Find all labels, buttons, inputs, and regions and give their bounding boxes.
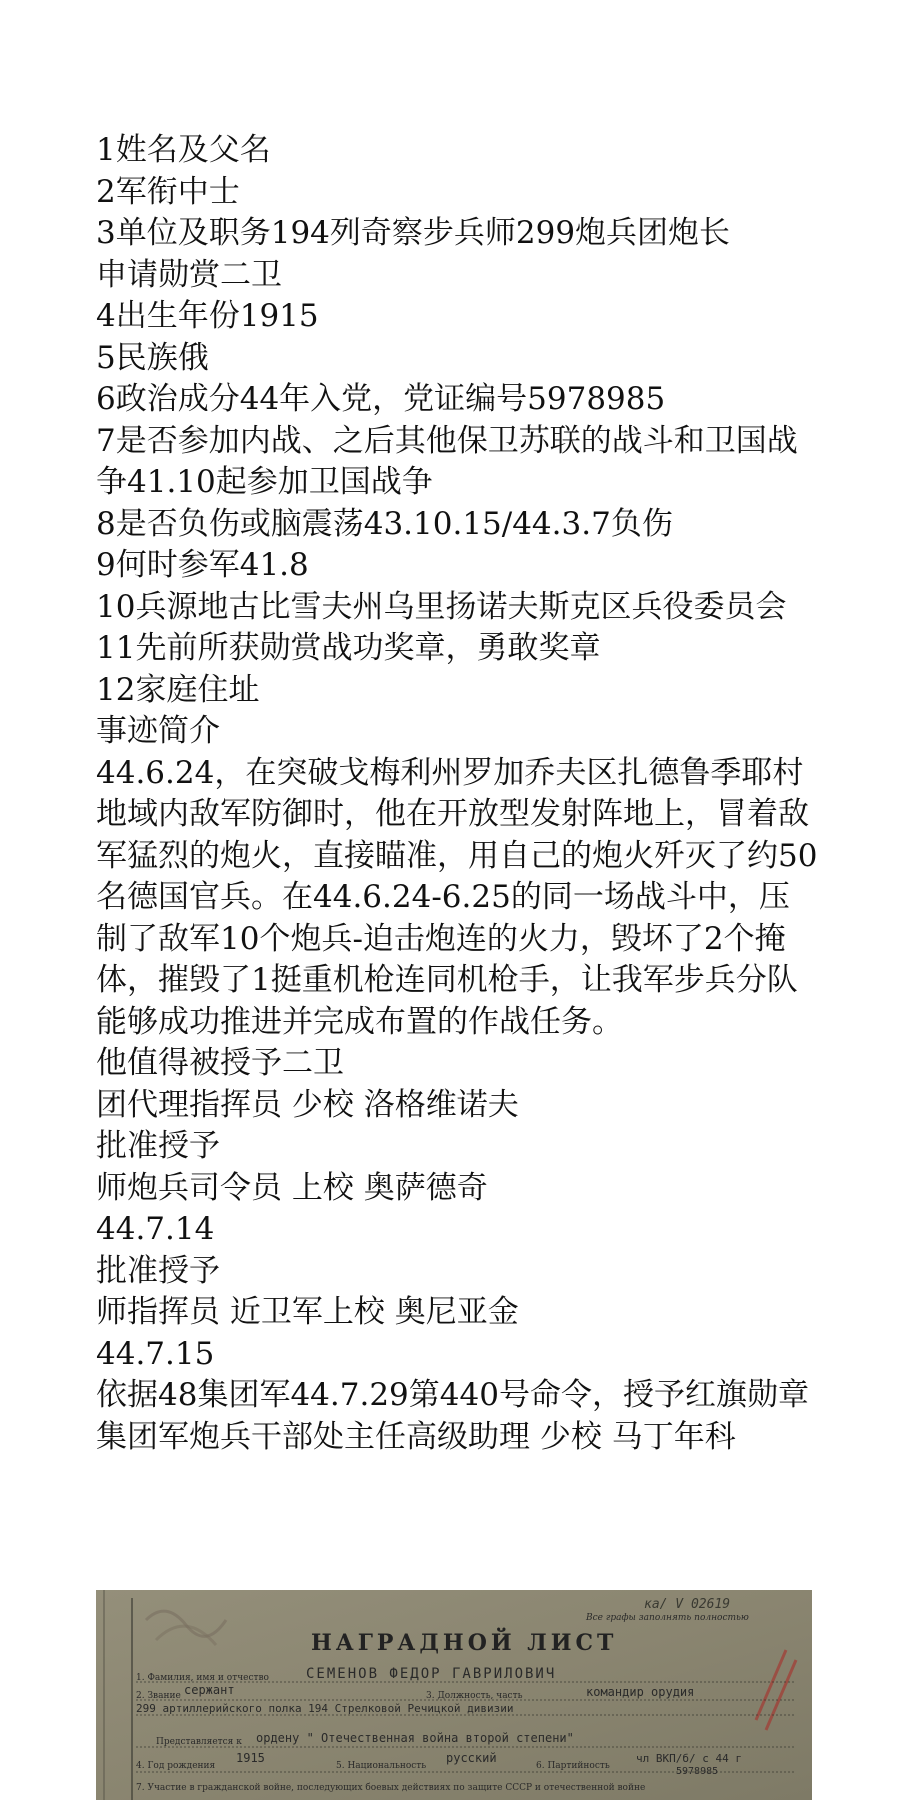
doc-note: Все графы заполнять полностью <box>586 1613 749 1623</box>
doc-row3-value: командир орудия <box>586 1685 695 1699</box>
signature-army-artillery-officer: 集团军炮兵干部处主任高级助理 少校 马丁年科 <box>96 1418 736 1455</box>
order-line: 依据48集团军44.7.29第440号命令，授予红旗勋章 <box>96 1377 809 1413</box>
field-home-address: 12家庭住址 <box>96 671 260 708</box>
doc-row6-number: 5978985 <box>676 1766 719 1777</box>
section-heading-summary: 事迹简介 <box>96 713 220 749</box>
document-scan-svg <box>96 1590 812 1800</box>
field-birth-year: 4出生年份1915 <box>96 298 319 334</box>
field-previous-awards: 11先前所获勋赏战功奖章，勇敢奖章 <box>96 630 601 666</box>
doc-row2-value: сержант <box>184 1683 235 1697</box>
doc-row5-value: русский <box>446 1751 497 1765</box>
approval-line-2: 批准授予 <box>96 1252 220 1289</box>
field-nationality: 5民族俄 <box>96 339 209 376</box>
field-award-requested: 申请勋赏二卫 <box>96 256 282 293</box>
date-2: 44.7.15 <box>96 1335 215 1372</box>
field-wounds: 8是否负伤或脑震荡43.10.15/44.3.7负伤 <box>96 505 673 542</box>
doc-heading: НАГРАДНОЙ ЛИСТ <box>311 1630 618 1656</box>
field-party: 6政治成分44年入党，党证编号5978985 <box>96 381 666 417</box>
field-rank: 2军衔中士 <box>96 173 240 210</box>
document-text <box>96 130 820 1458</box>
doc-stamp-number: ка/ V 02619 <box>644 1597 731 1612</box>
field-unit-position: 3单位及职务194列奇察步兵师299炮兵团炮长 <box>96 215 731 251</box>
doc-presented-value: ордену " Отечественная война второй степени" <box>256 1731 574 1745</box>
doc-row7-label: 7. Участие в гражданской войне, последующих боевых действиях по защите СССР и отечественной войне <box>136 1783 646 1793</box>
doc-row2-label: 2. Звание <box>136 1691 181 1701</box>
summary-paragraph: 44.6.24，在突破戈梅利州罗加乔夫区扎德鲁季耶村地域内敌军防御时，他在开放型发射阵地上，冒着敌军猛烈的炮火，直接瞄准，用自己的炮火歼灭了约50名德国官兵。在44.6.24-6.25的同一场战斗中，压制了敌军10个炮兵-迫击炮连的火力，毁坏了2个掩体，摧毁了1挺重机枪连同机枪手，让我军步兵分队能够成功推进并完成布置的作战任务。 <box>96 754 818 1040</box>
field-war-participation: 7是否参加内战、之后其他保卫苏联的战斗和卫国战争41.10起参加卫国战争 <box>96 422 798 500</box>
doc-row6-value: чл ВКП/б/ с 44 г <box>636 1752 742 1765</box>
doc-row3-cont: 299 артиллерийского полка 194 Стрелковой Речицкой дивизии <box>136 1702 514 1715</box>
field-name: 1姓名及父名 <box>96 132 271 168</box>
doc-row1-label: 1. Фамилия, имя и отчество <box>136 1673 269 1683</box>
field-draft-office: 10兵源地古比雪夫州乌里扬诺夫斯克区兵役委员会 <box>96 588 787 625</box>
recommendation-line: 他值得被授予二卫 <box>96 1045 344 1081</box>
date-1: 44.7.14 <box>96 1211 215 1247</box>
doc-row3-label: 3. Должность, часть <box>426 1691 523 1701</box>
field-enlistment: 9何时参军41.8 <box>96 547 309 583</box>
doc-presented-label: Представляется к <box>156 1737 242 1747</box>
doc-row4-value: 1915 <box>236 1751 265 1765</box>
doc-row5-label: 5. Национальность <box>336 1761 427 1771</box>
signature-regiment-commander: 团代理指挥员 少校 洛格维诺夫 <box>96 1086 519 1123</box>
doc-row1-value: СЕМЕНОВ ФЕДОР ГАВРИЛОВИЧ <box>306 1666 557 1682</box>
signature-artillery-commander: 师炮兵司令员 上校 奥萨德奇 <box>96 1169 488 1206</box>
doc-row6-label: 6. Партийность <box>536 1761 610 1771</box>
archival-document-scan <box>96 1590 812 1800</box>
approval-line-1: 批准授予 <box>96 1128 220 1164</box>
signature-division-commander: 师指挥员 近卫军上校 奥尼亚金 <box>96 1294 519 1330</box>
doc-row4-label: 4. Год рождения <box>136 1761 216 1771</box>
